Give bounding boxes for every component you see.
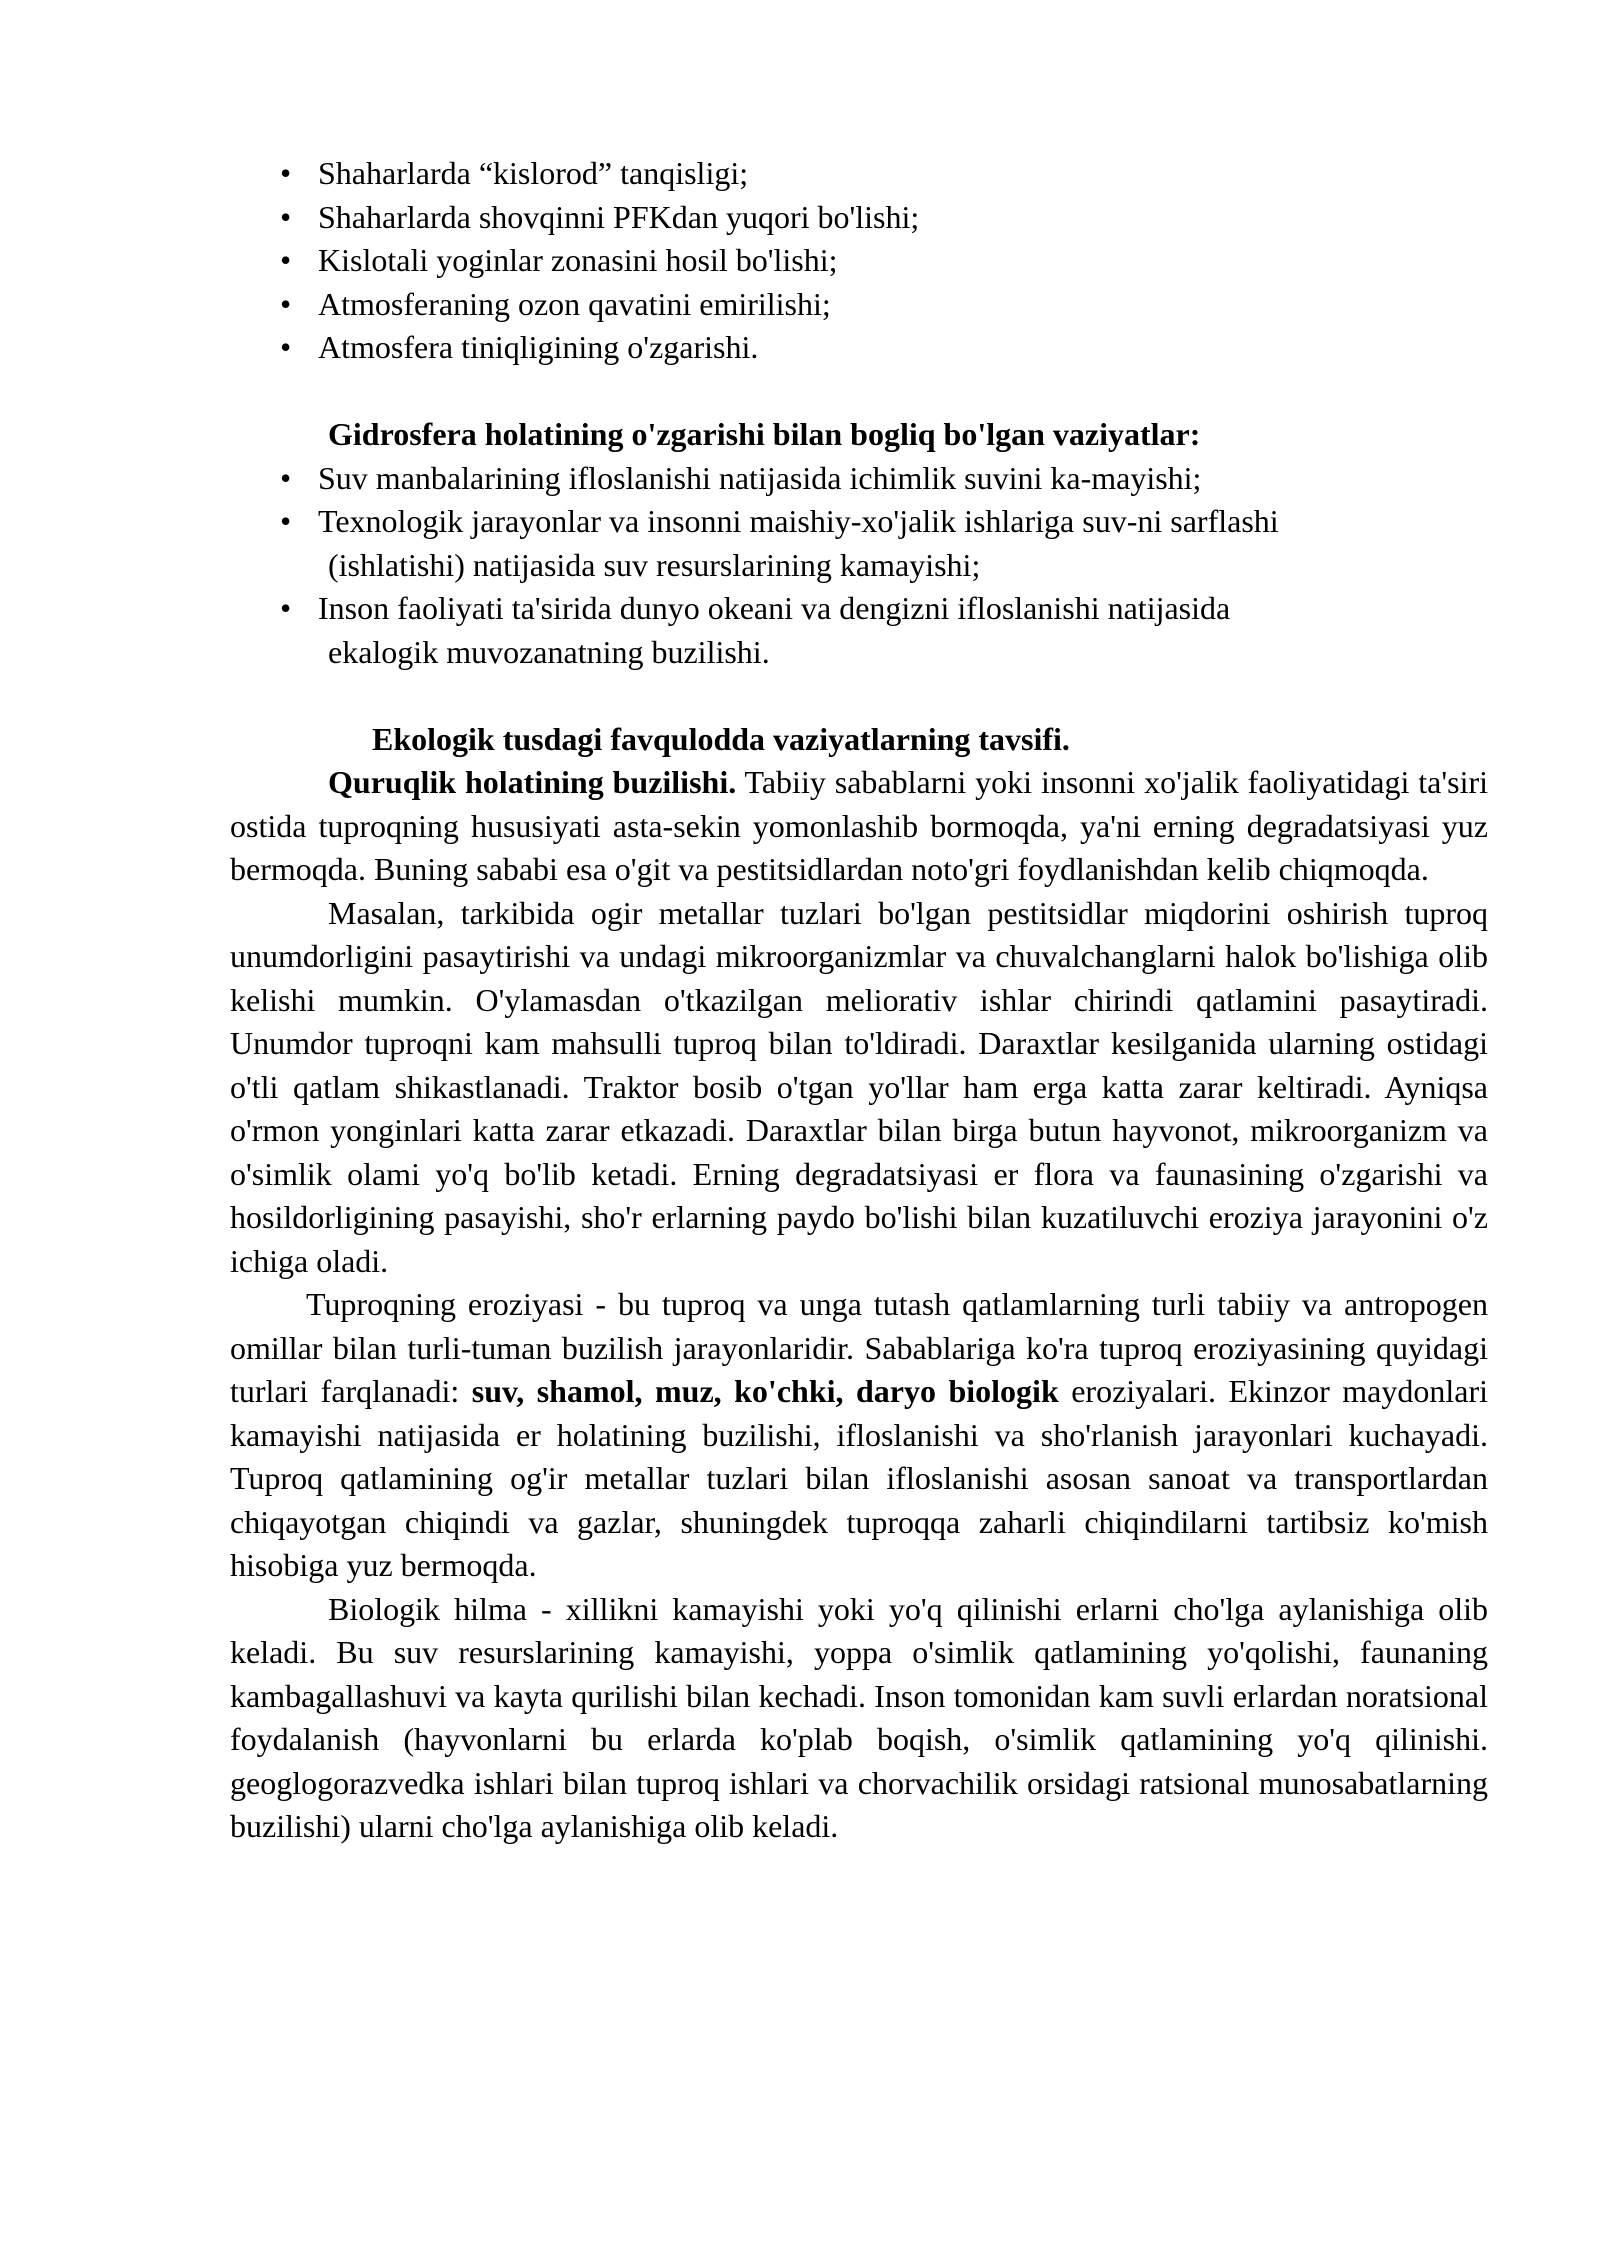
spacer: [230, 370, 1488, 414]
atmosphere-list: [230, 152, 1488, 370]
list-item-text: Inson faoliyati ta'sirida dunyo okeani va dengizni ifloslanishi natijasida: [318, 590, 1231, 626]
list-item: [230, 457, 1488, 501]
section-title: Ekologik tusdagi favqulodda vaziyatlarning tavsifi.: [372, 720, 1070, 757]
document-body: [230, 152, 1488, 1849]
paragraph-biodiversity: [230, 1588, 1488, 1849]
list-item-text: Atmosferaning ozon qavatini emirilishi;: [318, 285, 831, 322]
bullet-icon: •: [280, 242, 292, 278]
list-item-text: Shaharlarda “kislorod” tanqisligi;: [318, 155, 749, 191]
list-item-text: Suv manbalarining ifloslanishi natijasida ichimlik suvini ka-mayishi;: [318, 459, 1202, 496]
list-item: [230, 152, 1488, 196]
paragraph-text: Tabiiy sabablarni yoki insonni xo'jalik faoliyatidagi ta'siri ostida tuproqning hususiyati asta-sekin yomonlashib bormoqda, ya'ni erning degradatsiyasi yuz bermoqda. Buning sababi esa o'git va pestitsidlardan noto'gri foydlanishdan kelib chiqmoqda.: [230, 764, 1488, 887]
paragraph-land-degradation: [230, 761, 1488, 892]
list-item: [230, 326, 1488, 370]
list-item-text: Kislotali yoginlar zonasini hosil bo'lishi;: [318, 242, 838, 278]
bullet-icon: •: [280, 329, 292, 365]
list-item-text-continued: ekalogik muvozanatning buzilishi.: [328, 633, 770, 670]
list-item: [230, 587, 1488, 674]
list-item-text: Texnologik jarayonlar va insonni maishiy-xo'jalik ishlariga suv-ni sarflashi: [318, 503, 1279, 539]
paragraph-text: Masalan, tarkibida ogir metallar tuzlari bo'lgan pestitsidlar miqdorini oshirish tuproq unumdorligini pasaytirishi va undagi mikroorganizmlar va chuvalchanglarni halok bo'lishiga olib kelishi mumkin. O'ylamasdan o'tkazilgan meliorativ ishlar chirindi qatlamini pasaytiradi. Unumdor tuproqni kam mahsulli tuproq bilan to'ldiradi. Daraxtlar kesilganida ularning ostidagi o'tli qatlam shikastlanadi. Traktor bosib o'tgan yo'llar ham erga katta zarar keltiradi. Ayniqsa o'rmon yonginlari katta zarar etkazadi. Daraxtlar bilan birga butun hayvonot, mikroorganizm va o'simlik olami yo'q bo'lib ketadi. Erning degradatsiyasi er flora va faunasining o'zgarishi va hosildorligining pasayishi, sho'r erlarning paydo bo'lishi bilan kuzatiluvchi eroziya jarayonini o'z ichiga oladi.: [230, 894, 1488, 1279]
list-item-text: Atmosfera tiniqligining o'zgarishi.: [318, 329, 759, 365]
list-item: [230, 283, 1488, 327]
list-item-text: Shaharlarda shovqinni PFKdan yuqori bo'lishi;: [318, 198, 920, 235]
erosion-types: suv, shamol, muz, ko'chki, daryo biologik: [471, 1373, 1059, 1409]
hydrosphere-list: [230, 457, 1488, 675]
list-item-text-continued: (ishlatishi) natijasida suv resurslarining kamayishi;: [328, 546, 981, 583]
hydrosphere-heading: Gidrosfera holatining o'zgarishi bilan bogliq bo'lgan vaziyatlar:: [328, 416, 1201, 452]
bullet-icon: •: [280, 198, 292, 235]
bullet-icon: •: [280, 155, 292, 191]
bullet-icon: •: [280, 503, 292, 539]
paragraph-text: Tuproqning eroziyasi - bu tuproq va unga tutash qatlamlarning turli tabiiy va antropogen omillar bilan turli-tuman buzilish jarayonlaridir. Sabablariga ko'ra tuproq eroziyasining quyidagi turlari farqlanadi:: [230, 1286, 1488, 1409]
bullet-icon: •: [280, 459, 292, 496]
paragraph-lead: Quruqlik holatining buzilishi.: [328, 764, 737, 800]
paragraph-text: Biologik hilma - xillikni kamayishi yoki yo'q qilinishi erlarni cho'lga aylanishiga olib keladi. Bu suv resurslarining kamayishi, yoppa o'simlik qatlamining yo'qolishi, faunaning kambagallashuvi va kayta qurilishi bilan kechadi. Inson tomonidan kam suvli erlardan noratsional foydalanish (hayvonlarni bu erlarda ko'plab boqish, o'simlik qatlamining yo'q qilinishi. geoglogorazvedka ishlari bilan tuproq ishlari va chorvachilik orsidagi ratsional munosabatlarning buzilishi) ularni cho'lga aylanishiga olib keladi.: [230, 1590, 1488, 1844]
bullet-icon: •: [280, 285, 292, 322]
spacer: [230, 674, 1488, 718]
paragraph-text: eroziyalari. Ekinzor maydonlari kamayishi natijasida er holatining buzilishi, ifloslanishi va sho'rlanish jarayonlari kuchayadi. Tuproq qatlamining og'ir metallar tuzlari bilan ifloslanishi asosan sanoat va transportlardan chiqayotgan chiqindi va gazlar, shuningdek tuproqqa zaharli chiqindilarni tartibsiz ko'mish hisobiga yuz bermoqda.: [230, 1373, 1489, 1583]
list-item: [230, 500, 1488, 587]
list-item: [230, 196, 1488, 240]
list-item: [230, 239, 1488, 283]
paragraph-example: [230, 892, 1488, 1284]
bullet-icon: •: [280, 590, 292, 626]
paragraph-erosion: [230, 1283, 1488, 1588]
